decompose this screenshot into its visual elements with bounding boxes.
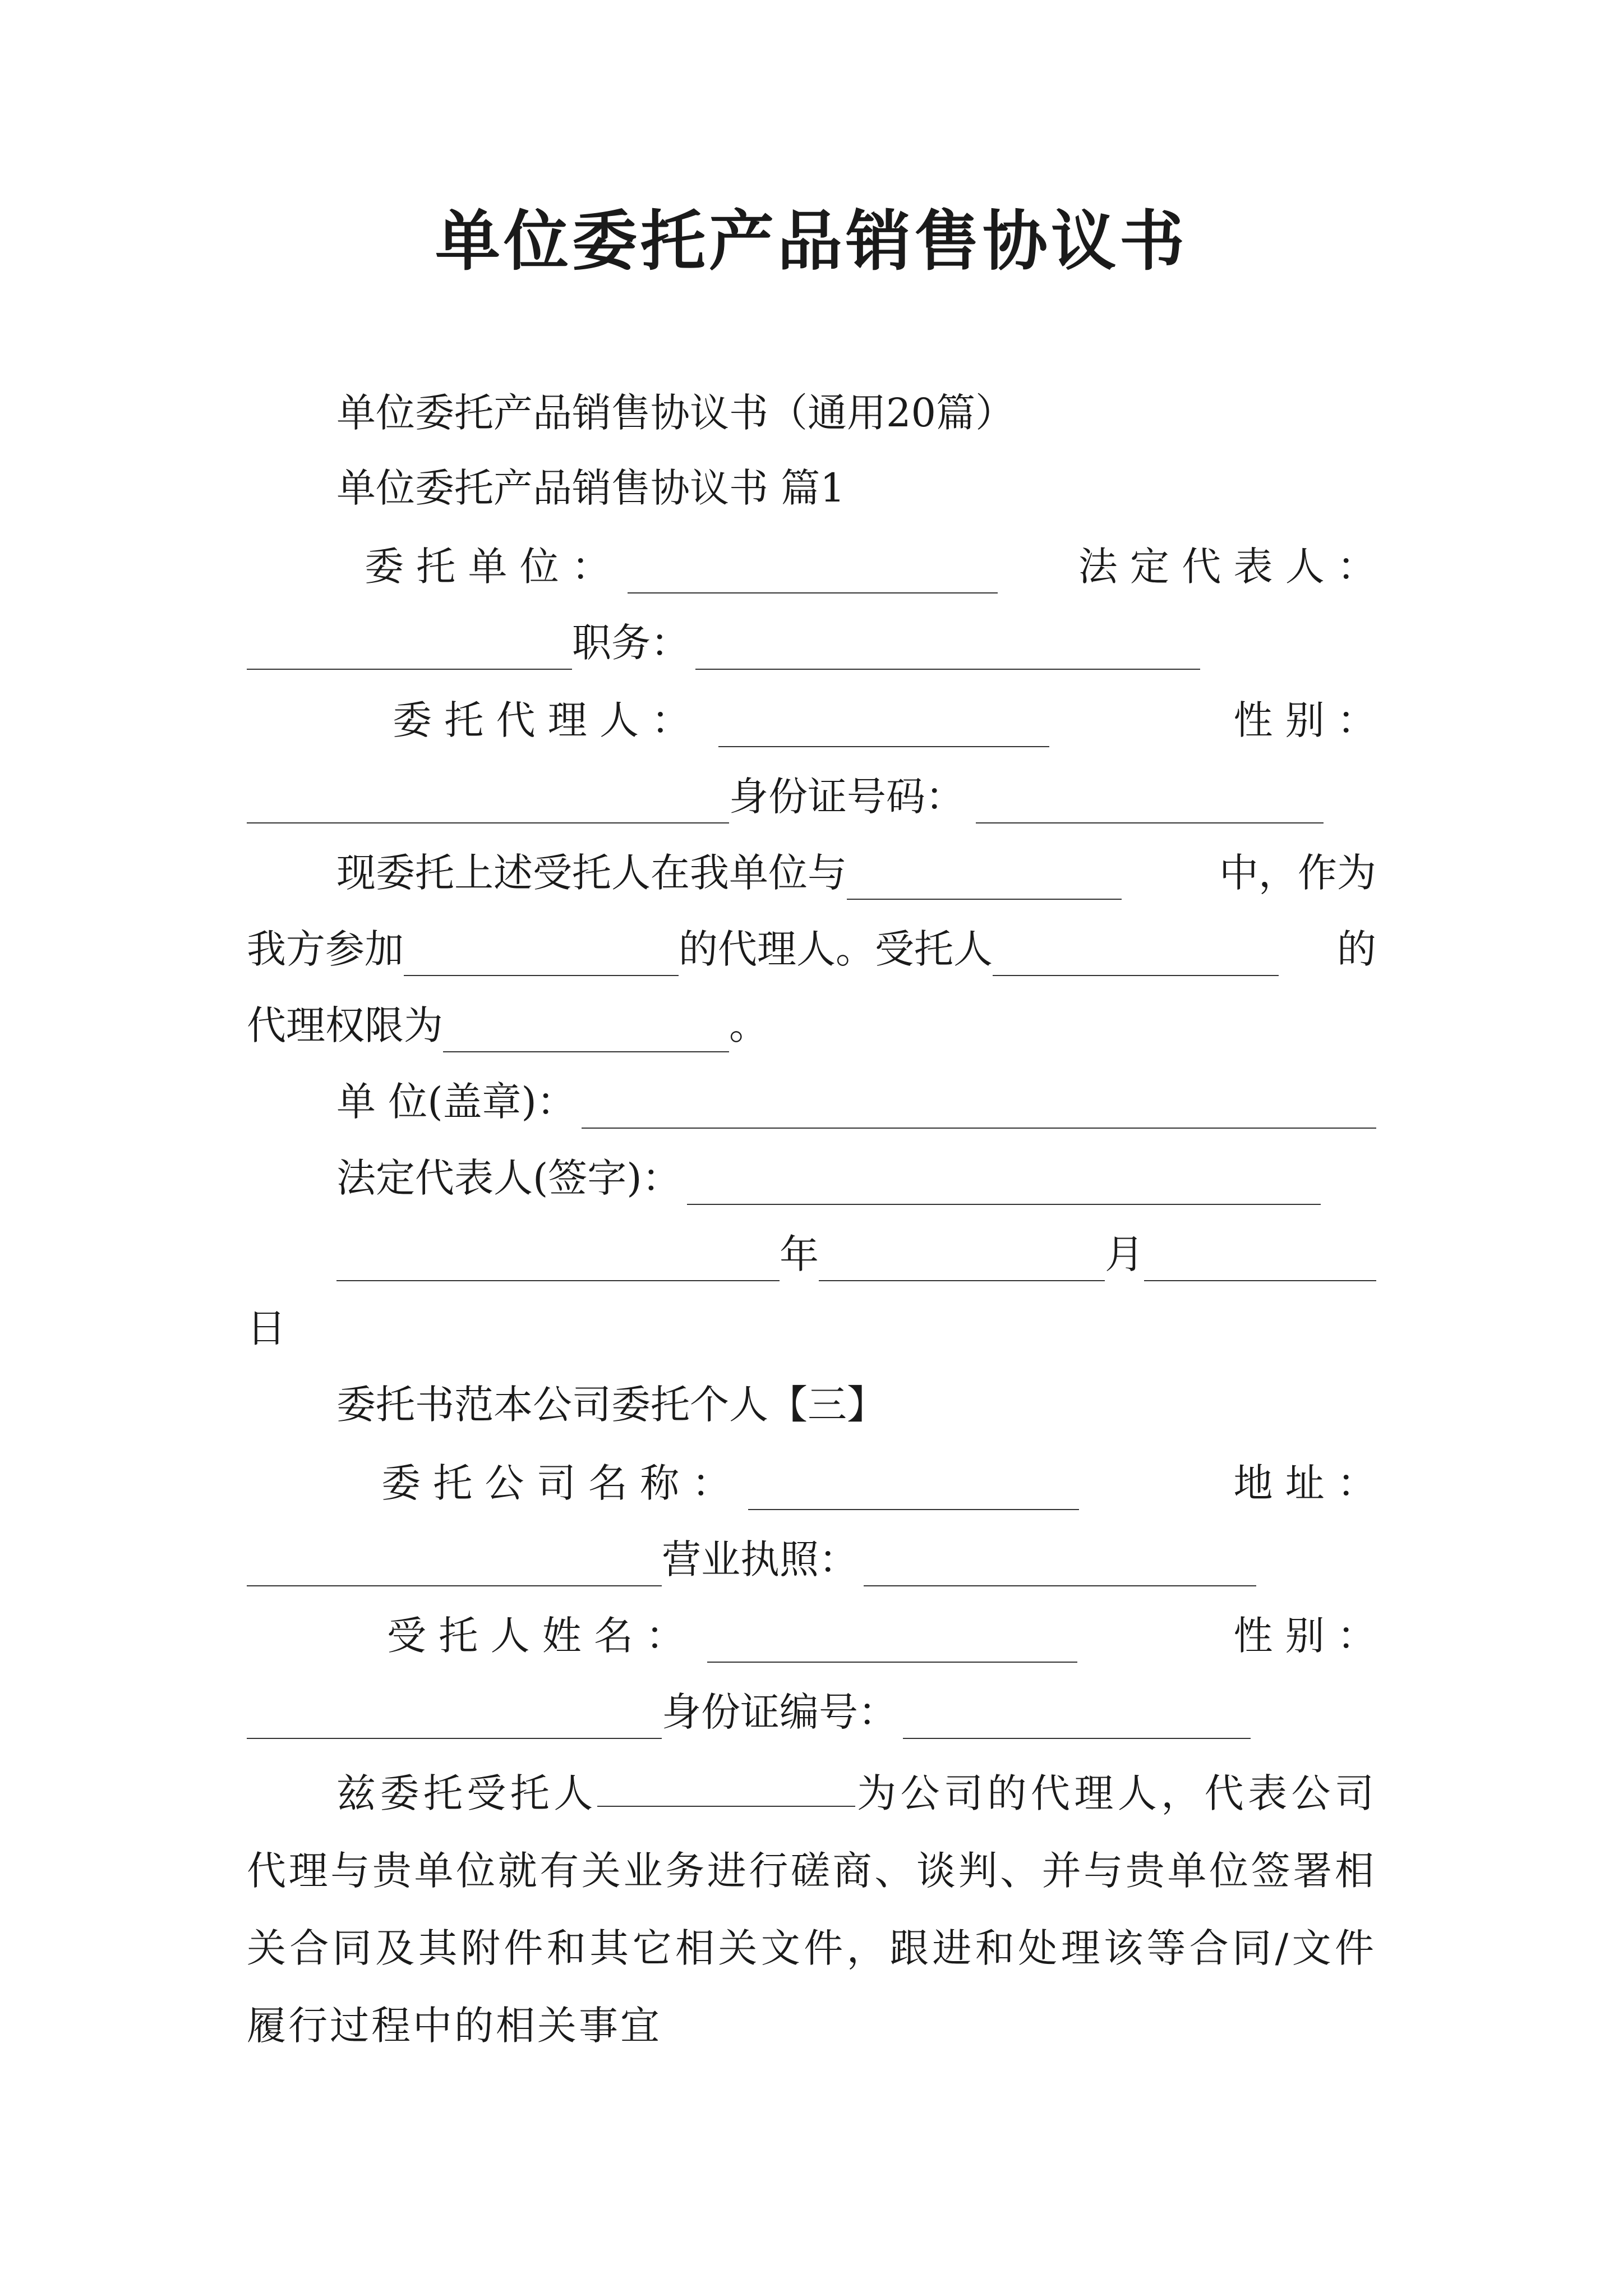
para-text: 的代理人。受托人 (679, 926, 993, 972)
day-blank[interactable] (1144, 1241, 1376, 1281)
trustee-row (247, 1607, 1376, 1663)
company-label: 委 托 公 司 名 称 ： (381, 1460, 731, 1506)
month-blank[interactable] (819, 1241, 1105, 1281)
para-text: 我方参加 (247, 926, 404, 972)
entrust-unit-label: 委 托 单 位 ： (365, 544, 611, 590)
entrust-unit-blank[interactable] (628, 553, 998, 593)
id-blank[interactable] (976, 783, 1324, 823)
para-text: 的 (1337, 926, 1376, 972)
section-3-heading: 委托书范本公司委托个人【三】 (336, 1382, 886, 1428)
para-text: 代理权限为 (247, 1002, 443, 1048)
day-label: 日 (247, 1305, 286, 1351)
para-text: 为公司的代理人，代表公司代理与贵单位就有关业务进行磋商、谈判、并与贵单位签署相关合同及其附件和其它相关文件，跟进和处理该等合同/文件履行过程中的相关事宜 (247, 1770, 1377, 2049)
para-line-3 (247, 996, 1376, 1052)
seal-label: 单 位(盖章)： (336, 1079, 576, 1125)
para-text: 中，作为 (1219, 850, 1376, 896)
para-text: 。 (729, 1002, 768, 1048)
gender-label: 性 别 ： (1233, 697, 1376, 743)
position-label: 职务： (572, 620, 690, 666)
id-prefix-blank[interactable] (247, 783, 729, 823)
year-label: 年 (780, 1231, 819, 1277)
para-blank-3[interactable] (993, 936, 1279, 976)
trustee-name-blank[interactable] (707, 1622, 1077, 1663)
year-blank[interactable] (336, 1241, 780, 1281)
entrust-unit-row (247, 537, 1376, 593)
para-blank-4[interactable] (443, 1012, 729, 1052)
trustee-id-label: 身份证编号： (662, 1689, 897, 1735)
id-label: 身份证号码： (729, 774, 965, 820)
document-title: 单位委托产品销售协议书 (435, 203, 1188, 279)
trustee-id-blank[interactable] (903, 1699, 1251, 1739)
trustee-blank[interactable] (597, 1772, 855, 1807)
para-blank-1[interactable] (847, 859, 1122, 900)
date-row (247, 1225, 1376, 1281)
legal-rep-blank[interactable] (247, 629, 572, 670)
trustee-name-label: 受 托 人 姓 名 ： (387, 1613, 685, 1659)
signature-label: 法定代表人(签字)： (336, 1155, 681, 1201)
agent-row (247, 691, 1376, 747)
seal-blank[interactable] (582, 1088, 1376, 1129)
para-line-2 (247, 920, 1376, 976)
license-row (247, 1530, 1376, 1586)
day-row (247, 1301, 1376, 1358)
para-line-1 (247, 844, 1376, 900)
para-text: 现委托上述受托人在我单位与 (336, 850, 847, 896)
position-blank[interactable] (695, 629, 1200, 670)
legal-rep-row (247, 614, 1376, 670)
signature-blank[interactable] (687, 1165, 1321, 1205)
trustee-id-row (247, 1683, 1376, 1739)
agent-blank[interactable] (718, 707, 1049, 747)
para-text: 兹委托受托人 (336, 1770, 597, 1816)
gender-blank[interactable] (247, 1699, 662, 1739)
company-row (247, 1454, 1376, 1510)
para-blank-2[interactable] (404, 936, 679, 976)
heading-part1: 单位委托产品销售协议书 篇1 (336, 465, 845, 511)
address-blank[interactable] (247, 1546, 662, 1586)
trustee-gender-label: 性 别 ： (1233, 1613, 1376, 1659)
license-blank[interactable] (864, 1546, 1256, 1586)
agent-label: 委 托 代 理 人 ： (393, 697, 691, 743)
company-blank[interactable] (748, 1470, 1079, 1510)
address-label: 地 址 ： (1233, 1460, 1376, 1506)
id-row (247, 767, 1376, 823)
license-label: 营业执照： (662, 1536, 858, 1582)
signature-row (247, 1149, 1376, 1205)
closing-paragraph (247, 1755, 1376, 2064)
month-label: 月 (1105, 1231, 1144, 1277)
heading-all: 单位委托产品销售协议书（通用20篇） (336, 390, 1015, 436)
legal-rep-label: 法 定 代 表 人 ： (1078, 544, 1376, 590)
seal-row (247, 1073, 1376, 1129)
